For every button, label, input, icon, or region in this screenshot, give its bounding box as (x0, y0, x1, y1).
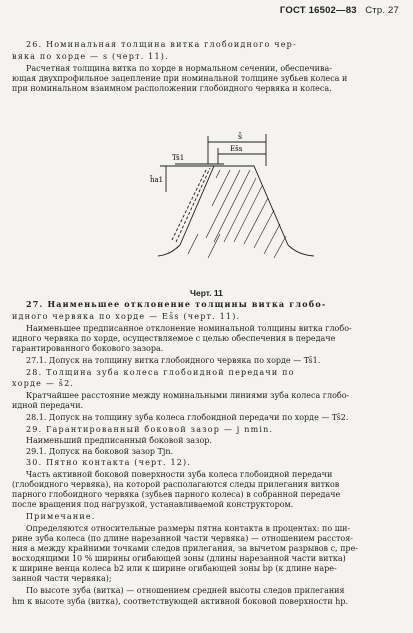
section-30-text: парного глобоидного червяка (зубьев парного колеса) в собранной передаче (12, 490, 341, 499)
note-text: занной части червяка); (12, 574, 112, 583)
section-29-title: 29. Гарантированный боковой зазор — j nmin. (26, 425, 274, 434)
section-30-title: 30. Пятно контакта (черт. 12). (26, 458, 192, 467)
note-text: По высоте зуба (витка) — отношением средней высоты следов прилегания (26, 586, 345, 595)
note-text: ния a между крайними точками следов прилегания, за вычетом разрывов c, пре- (12, 544, 359, 553)
page-number: Стр. 27 (365, 5, 399, 16)
section-27-1: 27.1. Допуск на толщину витка глобоидного червяка по хорде — Ts̄1. (26, 356, 321, 365)
label-ha: h̄a1 (150, 176, 164, 184)
note-text: Определяются относительные размеры пятна контакта в процентах: по ши- (26, 524, 351, 533)
section-28-text: Кратчайшее расстояние между номинальными линиями зуба колеса глобо- (26, 391, 350, 400)
section-26-text: при номинальном взаимном расположении глобоидного червяка и колеса. (12, 84, 332, 93)
label-ts: Ts̄1 (172, 154, 185, 162)
figure-11-caption: Черт. 11 (190, 288, 223, 298)
section-30-text: (глобоидного червяка), на которой располагаются следы прилегания витков (12, 480, 340, 489)
section-27-text: Наименьшее предписанное отклонение номинальной толщины витка глобо- (26, 324, 352, 333)
section-26-title-cont: вяка по хорде — s (черт. 11). (12, 52, 169, 61)
section-28-1: 28.1. Допуск на толщину зуба колеса глобоидной передачи по хорде — Ts̄2. (26, 413, 349, 422)
section-29-text: Наименьший предписанный боковой зазор. (26, 436, 212, 445)
section-27-text: идного червяка по хорде, осуществляемое с целью обеспечения в передаче (12, 334, 336, 343)
page-header (280, 5, 399, 16)
label-s: s̄ (238, 132, 243, 141)
note-text: рине зуба колеса (по длине нарезанной части червяка) — отношением расстоя- (12, 534, 353, 543)
gost-number: ГОСТ 16502—83 (279, 5, 357, 16)
note-text: hm к высоте зуба (витка), соответствующей активной боковой поверхности hp. (12, 597, 349, 606)
label-es: Es̄s (230, 145, 243, 153)
section-29-1: 29.1. Допуск на боковой зазор Tjn. (26, 447, 174, 456)
note-text: к ширине венца колеса b2 или к ширине огибающей зоны bp (к длине наре- (12, 564, 337, 573)
section-28-text: идной передачи. (12, 401, 84, 410)
section-26-title: 26. Номинальная толщина витка глобоидного чер- (26, 40, 297, 49)
note-text: восходящими 10 % ширины огибающей зоны (длины нарезанной части витка) (12, 554, 346, 563)
section-26-text: ющая двухпрофильное зацепление при номинальной толщине зубьев колеса и (12, 74, 348, 83)
section-27-text: гарантированного бокового зазора. (12, 344, 164, 353)
section-27-title: 27. Наименьшее отклонение толщины витка глобо- (26, 299, 327, 309)
note-heading: Примечание. (26, 512, 96, 521)
section-28-title: 28. Толщина зуба колеса глобоидной передачи по (26, 368, 295, 377)
figure-11-drawing (120, 130, 320, 285)
section-27-title-cont: идного червяка по хорде — Es̄s (черт. 11). (12, 312, 241, 321)
section-30-text: Часть активной боковой поверхности зуба колеса глобоидной передачи (26, 470, 333, 479)
section-30-text: после вращения под нагрузкой, устанавливаемой конструктором. (12, 500, 294, 509)
section-26-text: Расчетная толщина витка по хорде в нормальном сечении, обеспечива- (26, 64, 332, 73)
section-28-title-cont: хорде — s̄2. (12, 379, 75, 388)
